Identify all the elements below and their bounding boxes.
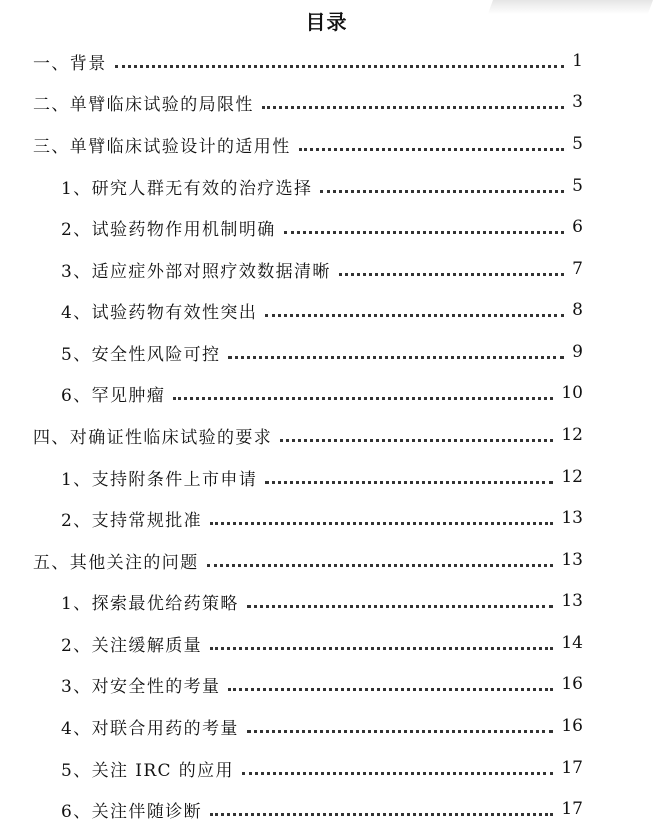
- toc-entry-label: 三、单臂临床试验设计的适用性: [33, 136, 291, 157]
- toc-entry-label: 2、试验药物作用机制明确: [61, 219, 276, 240]
- dot-leader: [299, 148, 565, 151]
- dot-leader: [228, 688, 553, 691]
- dot-leader: [115, 65, 565, 68]
- toc-subentry-3-2[interactable]: [61, 214, 583, 240]
- toc-entry-background[interactable]: [33, 48, 583, 74]
- dot-leader: [207, 564, 554, 567]
- toc-entry-page: 6: [572, 217, 583, 237]
- toc-entry-label: 1、支持附条件上市申请: [61, 469, 258, 490]
- toc-entry-label: 6、关注伴随诊断: [61, 801, 203, 822]
- toc-entry-label: 二、单臂临床试验的局限性: [33, 94, 254, 115]
- toc-entry-label: 5、关注 IRC 的应用: [61, 760, 234, 781]
- toc-entry-label: 1、探索最优给药策略: [61, 593, 239, 614]
- toc-entry-page: 3: [572, 92, 583, 112]
- toc-entry-label: 3、适应症外部对照疗效数据清晰: [61, 261, 331, 282]
- toc-entry-label: 2、支持常规批准: [61, 510, 203, 531]
- toc-subentry-3-3[interactable]: [61, 256, 583, 282]
- toc-subentry-5-1[interactable]: [61, 588, 583, 614]
- dot-leader: [265, 314, 564, 317]
- toc-subentry-5-4[interactable]: [61, 713, 583, 739]
- toc-entry-page: 14: [561, 633, 583, 653]
- dot-leader: [247, 730, 554, 733]
- toc-entry-page: 16: [561, 716, 583, 736]
- toc-entry-page: 12: [561, 425, 583, 445]
- toc-entry-label: 2、关注缓解质量: [61, 635, 203, 656]
- toc-entry-page: 10: [561, 383, 583, 403]
- page-title: 目录: [305, 10, 348, 34]
- dot-leader: [210, 813, 553, 816]
- toc-entry-label: 4、对联合用药的考量: [61, 718, 239, 739]
- toc-entry-page: 17: [561, 758, 583, 778]
- dot-leader: [262, 106, 564, 109]
- dot-leader: [320, 190, 564, 193]
- toc-entry-page: 8: [572, 300, 583, 320]
- toc-subentry-5-6[interactable]: [61, 796, 583, 822]
- toc-entry-label: 一、背景: [33, 53, 107, 74]
- toc-subentry-5-3[interactable]: [61, 671, 583, 697]
- toc-entry-label: 1、研究人群无有效的治疗选择: [61, 178, 313, 199]
- toc-subentry-4-2[interactable]: [61, 505, 583, 531]
- dot-leader: [247, 605, 554, 608]
- dot-leader: [173, 397, 553, 400]
- toc-subentry-5-2[interactable]: [61, 630, 583, 656]
- toc-entry-page: 12: [561, 467, 583, 487]
- dot-leader: [280, 439, 553, 442]
- toc-entry-confirmatory[interactable]: [33, 422, 583, 448]
- toc-entry-page: 9: [572, 342, 583, 362]
- toc-subentry-4-1[interactable]: [61, 464, 583, 490]
- toc-entry-other-issues[interactable]: [33, 547, 583, 573]
- toc-entry-page: 5: [572, 134, 583, 154]
- toc-entry-applicability[interactable]: [33, 131, 583, 157]
- toc-entry-label: 6、罕见肿瘤: [61, 385, 166, 406]
- toc-entry-label: 3、对安全性的考量: [61, 676, 221, 697]
- toc-entry-label: 5、安全性风险可控: [61, 344, 221, 365]
- toc-entry-page: 7: [572, 259, 583, 279]
- toc-subentry-3-5[interactable]: [61, 339, 583, 365]
- dot-leader: [339, 273, 564, 276]
- dot-leader: [210, 522, 553, 525]
- dot-leader: [242, 772, 553, 775]
- dot-leader: [265, 481, 553, 484]
- toc-subentry-3-1[interactable]: [61, 173, 583, 199]
- toc-subentry-5-5[interactable]: [61, 755, 583, 781]
- toc-entry-page: 13: [561, 508, 583, 528]
- toc-entry-page: 5: [572, 176, 583, 196]
- toc-entry-label: 五、其他关注的问题: [33, 552, 199, 573]
- dot-leader: [228, 356, 564, 359]
- toc-entry-label: 4、试验药物有效性突出: [61, 302, 258, 323]
- dot-leader: [210, 647, 553, 650]
- toc-entry-page: 17: [561, 799, 583, 819]
- toc-entry-page: 13: [561, 591, 583, 611]
- toc-entry-page: 13: [561, 550, 583, 570]
- toc-subentry-3-6[interactable]: [61, 380, 583, 406]
- dot-leader: [284, 231, 565, 234]
- toc-entry-limitations[interactable]: [33, 89, 583, 115]
- toc-entry-label: 四、对确证性临床试验的要求: [33, 427, 273, 448]
- toc-entry-page: 16: [561, 674, 583, 694]
- toc-subentry-3-4[interactable]: [61, 297, 583, 323]
- toc-entry-page: 1: [572, 51, 583, 71]
